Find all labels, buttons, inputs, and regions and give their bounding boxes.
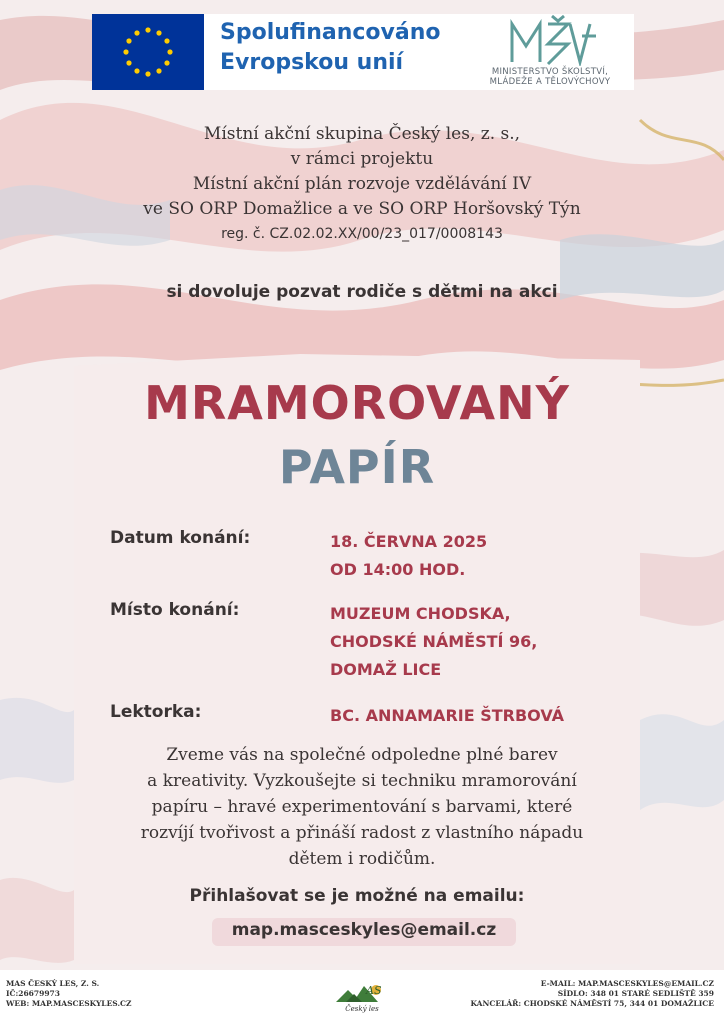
- eu-cofinanced-text: [220, 18, 441, 78]
- description-line-1: Zveme vás na společné odpoledne plné barev: [166, 745, 558, 765]
- invite-text: si dovoluje pozvat rodiče s dětmi na akci: [166, 282, 558, 302]
- event-title-line-1: MRAMOROVANÝ: [144, 376, 570, 430]
- place-line-3: DOMAŽ LICE: [330, 660, 442, 679]
- intro-line-3: Místní akční plán rozvoje vzdělávání IV: [192, 174, 532, 194]
- organizer-intro: [60, 122, 664, 247]
- mas-cesky-les-logo-icon: [332, 980, 392, 1014]
- place-label: Místo konání:: [110, 600, 240, 620]
- footer-ico: IČ:26679973: [6, 989, 60, 998]
- registration-number: reg. č. CZ.02.02.XX/00/23_017/0008143: [221, 226, 503, 242]
- intro-line-2: v rámci projektu: [290, 149, 434, 169]
- date-value: [330, 528, 487, 584]
- lecturer-value: BC. ANNAMARIE ŠTRBOVÁ: [330, 706, 565, 725]
- svg-text:AS: AS: [366, 984, 382, 997]
- footer-left-info: [6, 979, 132, 1009]
- lecturer-label: Lektorka:: [110, 702, 202, 722]
- eu-line-1: Spolufinancováno: [220, 20, 441, 45]
- description-line-2: a kreativity. Vyzkoušejte si techniku mramorování: [147, 771, 577, 791]
- intro-line-1: Místní akční skupina Český les, z. s.,: [203, 124, 521, 144]
- footer-web-link[interactable]: WEB: MAP.MASCESKYLES.CZ: [6, 999, 132, 1008]
- description-line-4: rozvíjí tvořivost a přináší radost z vlastního nápadu: [140, 823, 584, 843]
- ministry-line-2: MLÁDEŽE A TĚLOVÝCHOVY: [489, 77, 611, 87]
- footer-email-link[interactable]: E-MAIL: MAP.MASCESKYLES@EMAIL.CZ: [540, 979, 714, 988]
- ministry-line-1: MINISTERSTVO ŠKOLSTVÍ,: [491, 67, 609, 77]
- event-description: [90, 742, 634, 872]
- mas-logo-text: Český les: [345, 1005, 379, 1013]
- event-title-line-2: PAPÍR: [278, 440, 436, 494]
- date-line-1: 18. ČERVNA 2025: [330, 532, 488, 551]
- eu-line-2: Evropskou unií: [220, 50, 404, 75]
- description-line-3: papíru – hravé experimentování s barvami, které: [151, 797, 573, 817]
- footer-right-info: [470, 979, 714, 1009]
- footer-seat-address: SÍDLO: 348 01 STARÉ SEDLIŠTĚ 359: [557, 989, 714, 998]
- signup-text: Přihlašovat se je možné na emailu:: [189, 886, 525, 906]
- footer-office-address: KANCELÁŘ: CHODSKÉ NÁMĚSTÍ 75, 344 01 DOMAŽLICE: [470, 999, 714, 1008]
- ministry-name: [470, 67, 630, 87]
- footer-org-name: MAS ČESKÝ LES, Z. S.: [6, 979, 100, 988]
- place-line-1: MUZEUM CHODSKA,: [330, 604, 511, 623]
- date-label: Datum konání:: [110, 528, 251, 548]
- description-line-5: dětem i rodičům.: [288, 849, 436, 869]
- eu-flag-icon: [92, 14, 204, 90]
- date-line-2: OD 14:00 HOD.: [330, 560, 466, 579]
- intro-line-4: ve SO ORP Domažlice a ve SO ORP Horšovský Týn: [143, 199, 581, 219]
- signup-email-link[interactable]: map.masceskyles@email.cz: [231, 920, 497, 940]
- msmt-logo-icon: [500, 14, 600, 66]
- place-value: [330, 600, 537, 684]
- place-line-2: CHODSKÉ NÁMĚSTÍ 96,: [330, 632, 538, 651]
